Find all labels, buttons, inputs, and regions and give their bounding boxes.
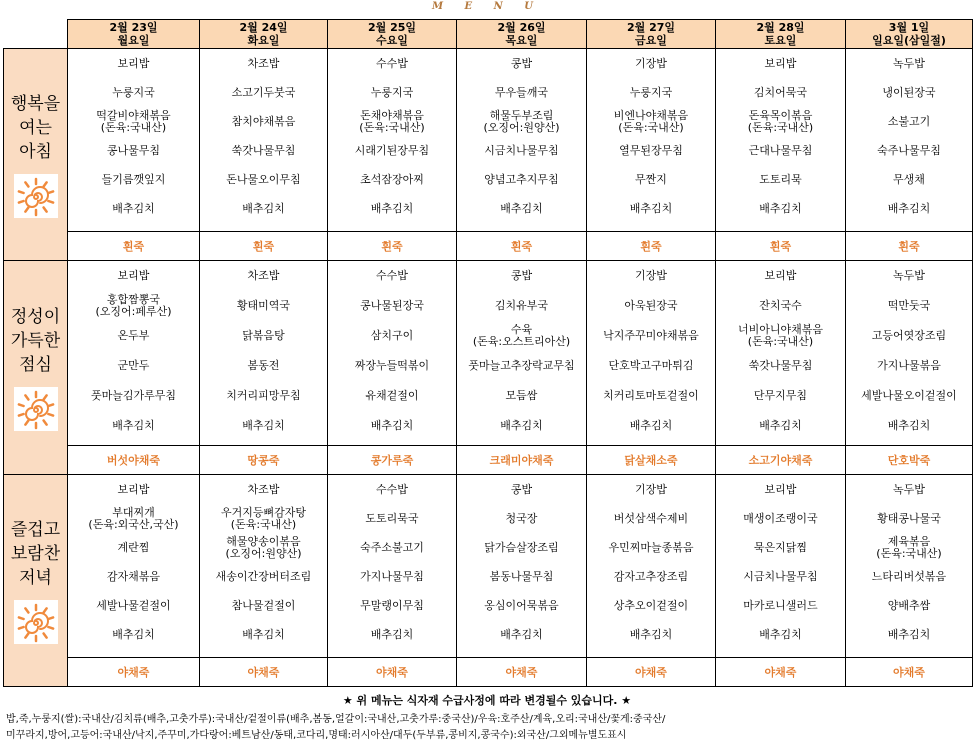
meal-name [4, 518, 67, 590]
menu-item: 새송이간장버터조림 [215, 569, 312, 583]
menu-item: 소고기두붓국 [231, 85, 296, 99]
menu-item: 배추김치 [242, 627, 285, 641]
menu-item: 배추김치 [500, 201, 543, 215]
menu-item: 콩나물된장국 [360, 299, 424, 312]
menu-item: 수수밥 [376, 269, 408, 282]
menu-item: 배추김치 [887, 201, 931, 215]
meal-name-line: 저녁 [19, 567, 52, 588]
menu-cell [587, 261, 716, 446]
origin-line: 미꾸라지,방어,고등어:국내산/낙지,주꾸미,가다랑어:베트남산/동태,코다리,명태:러시아산/대두(두부류,콩비지,콩국수):외국산/그외메뉴별도표시 [6, 730, 627, 741]
menu-cell [457, 475, 587, 658]
meal-name [4, 305, 67, 377]
menu-cell [457, 49, 587, 232]
menu-item: 해물양송이볶음 (오징어:원양산) [225, 534, 302, 560]
weekly-menu-table [3, 19, 973, 687]
menu-item: 시금치나물무침 [743, 569, 818, 583]
day-header: 2월 26일 목요일 [457, 20, 587, 49]
menu-item: 잔치국수 [759, 299, 802, 312]
menu-item: 콩밥 [510, 482, 533, 496]
menu-item: 옹심이어묵볶음 [484, 598, 559, 612]
header-row [4, 20, 973, 49]
porridge-item: 단호박죽 [846, 446, 973, 475]
menu-item: 들기름깻잎지 [101, 172, 166, 186]
menu-item: 감자고추장조림 [613, 569, 689, 583]
menu-item: 치커리피망무침 [226, 389, 301, 402]
menu-item: 돈육목이볶음 (돈육:국내산) [747, 108, 814, 134]
meal-label [4, 49, 68, 261]
menu-item: 보리밥 [117, 269, 150, 282]
swirl-sun-icon [14, 600, 58, 644]
menu-item: 버섯삼색수제비 [613, 511, 689, 525]
menu-item: 녹두밥 [893, 269, 925, 282]
menu-item: 무말랭이무침 [360, 598, 424, 612]
menu-item: 떡만둣국 [887, 299, 931, 312]
menu-item: 차조밥 [247, 482, 280, 496]
menu-item: 차조밥 [247, 269, 280, 282]
menu-item: 녹두밥 [893, 56, 925, 70]
menu-item: 풋마늘고추장락교무침 [468, 359, 575, 372]
menu-item: 짜장누들떡볶이 [354, 359, 430, 372]
menu-item: 묵은지닭찜 [753, 540, 808, 554]
menu-item: 배추김치 [370, 419, 414, 432]
menu-cell [328, 475, 457, 658]
menu-item: 기장밥 [635, 269, 667, 282]
menu-item: 누룽지국 [112, 85, 155, 99]
menu-item: 마카로니샐러드 [743, 598, 818, 612]
menu-item: 배추김치 [629, 201, 673, 215]
menu-item: 제육볶음 (돈육:국내산) [876, 534, 942, 560]
menu-item: 돈채야채볶음 (돈육:국내산) [359, 108, 425, 134]
menu-item: 홍합짬뽕국 (오징어:페루산) [95, 293, 172, 318]
menu-cell [457, 261, 587, 446]
menu-item: 보리밥 [117, 56, 150, 70]
menu-item: 우민찌마늘종볶음 [608, 540, 694, 554]
porridge-item: 흰죽 [200, 232, 328, 261]
menu-item: 배추김치 [759, 201, 802, 215]
menu-item: 배추김치 [370, 627, 414, 641]
meal-name-line: 즐겁고 [10, 519, 61, 540]
menu-item: 녹두밥 [893, 482, 925, 496]
menu-cell [68, 475, 200, 658]
day-header: 3월 1일 일요일(삼일절) [846, 20, 973, 49]
porridge-row [4, 446, 973, 475]
menu-item: 배추김치 [242, 201, 285, 215]
menu-item: 보리밥 [764, 482, 797, 496]
menu-item: 참나물겉절이 [231, 598, 296, 612]
menu-cell [716, 475, 846, 658]
change-notice: ★ 위 메뉴는 식자재 수급사정에 따라 변경될수 있습니다. ★ [342, 694, 632, 707]
menu-item: 매생이조랭이국 [743, 511, 818, 525]
menu-cell [200, 261, 328, 446]
porridge-item: 야채죽 [328, 658, 457, 687]
menu-item: 고등어엿장조림 [871, 329, 947, 342]
meal-row [4, 49, 973, 232]
menu-item: 수육 (돈육:오스트리아산) [472, 323, 571, 348]
menu-item: 가지나물볶음 [877, 359, 941, 372]
menu-cell [846, 49, 973, 232]
menu-item: 콩밥 [510, 269, 533, 282]
menu-cell [68, 49, 200, 232]
porridge-item: 흰죽 [587, 232, 716, 261]
menu-item: 김치어묵국 [753, 85, 808, 99]
menu-item: 닭가슴살장조림 [484, 540, 559, 554]
menu-item: 배추김치 [629, 627, 673, 641]
porridge-item: 야채죽 [200, 658, 328, 687]
menu-item: 부대찌개 (돈육:외국산,국산) [88, 505, 179, 531]
menu-item: 배추김치 [242, 419, 285, 432]
menu-item: 낙지주꾸미야채볶음 [603, 329, 699, 342]
swirl-sun-icon [14, 174, 58, 218]
menu-item: 배추김치 [112, 627, 155, 641]
meal-row [4, 475, 973, 658]
day-header: 2월 23일 월요일 [68, 20, 200, 49]
porridge-row [4, 232, 973, 261]
day-header: 2월 27일 금요일 [587, 20, 716, 49]
menu-item: 우거지등뼈감자탕 (돈육:국내산) [220, 505, 306, 531]
porridge-item: 흰죽 [846, 232, 973, 261]
menu-item: 김치유부국 [494, 299, 549, 312]
menu-item: 배추김치 [500, 627, 543, 641]
menu-item: 쑥갓나물무침 [748, 359, 813, 372]
day-header: 2월 25일 수요일 [328, 20, 457, 49]
menu-item: 해물두부조림 (오징어:원양산) [483, 108, 560, 134]
menu-item: 무짠지 [635, 172, 667, 186]
menu-cell [200, 475, 328, 658]
menu-item: 보리밥 [764, 269, 797, 282]
menu-item: 시금치나물무침 [484, 143, 559, 157]
menu-item: 배추김치 [500, 419, 543, 432]
menu-item: 누룽지국 [370, 85, 414, 99]
porridge-item: 야채죽 [587, 658, 716, 687]
menu-item: 배추김치 [370, 201, 414, 215]
origin-line: 밥,죽,누룽지(쌀):국내산/김치류(배추,고춧가루):국내산/겉절이류(배추,봄동,얼갈이:국내산,고춧가루:중국산)/우육:호주산/계육,오리:국내산/꽃게:중국산/ [6, 714, 666, 725]
menu-item: 숙주나물무침 [877, 143, 941, 157]
menu-cell [716, 261, 846, 446]
porridge-item: 닭살채소죽 [587, 446, 716, 475]
menu-item: 도토리묵 [759, 172, 802, 186]
menu-item: 황태미역국 [236, 299, 291, 312]
menu-item: 차조밥 [247, 56, 280, 70]
meal-label [4, 261, 68, 475]
porridge-item: 크래미야채죽 [457, 446, 587, 475]
menu-item: 청국장 [505, 511, 538, 525]
menu-item: 무생채 [893, 172, 925, 186]
menu-item: 시래기된장무침 [354, 143, 430, 157]
day-header: 2월 24일 화요일 [200, 20, 328, 49]
menu-item: 배추김치 [629, 419, 673, 432]
porridge-item: 버섯야채죽 [68, 446, 200, 475]
menu-item: 황태콩나물국 [877, 511, 941, 525]
menu-item: 냉이된장국 [882, 85, 936, 99]
menu-item: 풋마늘김가루무침 [90, 389, 176, 402]
menu-item: 배추김치 [759, 627, 802, 641]
menu-item: 세발나물겉절이 [96, 598, 171, 612]
porridge-row [4, 658, 973, 687]
menu-item: 참치야채볶음 [231, 114, 296, 128]
menu-item: 보리밥 [117, 482, 150, 496]
menu-item: 온두부 [117, 329, 150, 342]
menu-item: 숙주소불고기 [360, 540, 424, 554]
menu-item: 단호박고구마튀김 [608, 359, 694, 372]
porridge-item: 땅콩죽 [200, 446, 328, 475]
menu-cell [200, 49, 328, 232]
menu-item: 쑥갓나물무침 [231, 143, 296, 157]
menu-item: 도토리묵국 [365, 511, 419, 525]
menu-item: 배추김치 [887, 419, 931, 432]
menu-item: 보리밥 [764, 56, 797, 70]
menu-item: 느타리버섯볶음 [871, 569, 947, 583]
menu-item: 모듬쌈 [505, 389, 538, 402]
porridge-item: 야채죽 [457, 658, 587, 687]
menu-item: 봄동전 [247, 359, 280, 372]
menu-cell [68, 261, 200, 446]
menu-item: 상추오이겉절이 [613, 598, 689, 612]
menu-item: 기장밥 [635, 56, 667, 70]
menu-item: 닭볶음탕 [242, 329, 285, 342]
meal-name-line: 점심 [19, 354, 52, 375]
corner-cell [4, 20, 68, 49]
porridge-item: 소고기야채죽 [716, 446, 846, 475]
meal-row [4, 261, 973, 446]
menu-item: 삼치구이 [370, 329, 414, 342]
menu-item: 배추김치 [759, 419, 802, 432]
menu-item: 수수밥 [376, 482, 408, 496]
menu-item: 감자채볶음 [106, 569, 161, 583]
menu-item: 소불고기 [887, 114, 931, 128]
menu-cell [328, 49, 457, 232]
menu-item: 계란찜 [117, 540, 150, 554]
menu-item: 열무된장무침 [619, 143, 683, 157]
menu-cell [587, 49, 716, 232]
menu-item: 단무지무침 [753, 389, 808, 402]
porridge-item: 흰죽 [68, 232, 200, 261]
porridge-item: 콩가루죽 [328, 446, 457, 475]
porridge-item: 야채죽 [716, 658, 846, 687]
menu-cell [716, 49, 846, 232]
menu-item: 양배추쌈 [887, 598, 931, 612]
menu-item: 콩밥 [510, 56, 533, 70]
menu-item: 유채겉절이 [365, 389, 419, 402]
menu-item: 떡갈비야채볶음 (돈육:국내산) [96, 108, 171, 134]
menu-item: 기장밥 [635, 482, 667, 496]
menu-item: 너비아니야채볶음 (돈육:국내산) [737, 323, 823, 348]
meal-name-line: 여는 [19, 117, 52, 138]
menu-title: M E N U [432, 1, 542, 12]
menu-item: 돈나물오이무침 [226, 172, 301, 186]
meal-name-line: 아침 [19, 141, 52, 162]
menu-item: 콩나물무침 [106, 143, 161, 157]
menu-item: 치커리토마토겉절이 [603, 389, 699, 402]
porridge-item: 흰죽 [716, 232, 846, 261]
menu-item: 근대나물무침 [748, 143, 813, 157]
menu-item: 배추김치 [112, 419, 155, 432]
porridge-item: 흰죽 [328, 232, 457, 261]
menu-item: 군만두 [117, 359, 150, 372]
menu-item: 가지나물무침 [360, 569, 424, 583]
porridge-item: 야채죽 [846, 658, 973, 687]
menu-item: 배추김치 [887, 627, 931, 641]
meal-label [4, 475, 68, 687]
menu-item: 배추김치 [112, 201, 155, 215]
menu-item: 봄동나물무침 [489, 569, 554, 583]
meal-name-line: 행복을 [10, 93, 61, 114]
meal-name-line: 가득한 [10, 330, 61, 351]
swirl-sun-icon [14, 387, 58, 431]
porridge-item: 야채죽 [68, 658, 200, 687]
porridge-item: 흰죽 [457, 232, 587, 261]
menu-item: 세발나물오이겉절이 [861, 389, 957, 402]
menu-item: 수수밥 [376, 56, 408, 70]
menu-item: 초석잠장아찌 [360, 172, 424, 186]
menu-item: 양념고추지무침 [484, 172, 559, 186]
menu-item: 누룽지국 [629, 85, 673, 99]
menu-item: 아욱된장국 [624, 299, 678, 312]
menu-item: 비엔나야채볶음 (돈육:국내산) [613, 108, 689, 134]
menu-cell [328, 261, 457, 446]
menu-cell [846, 261, 973, 446]
day-header: 2월 28일 토요일 [716, 20, 846, 49]
meal-name-line: 보람찬 [10, 543, 61, 564]
meal-name [4, 92, 67, 164]
menu-cell [846, 475, 973, 658]
origin-info [6, 712, 966, 744]
meal-name-line: 정성이 [10, 306, 61, 327]
menu-item: 무우들깨국 [494, 85, 549, 99]
menu-cell [587, 475, 716, 658]
